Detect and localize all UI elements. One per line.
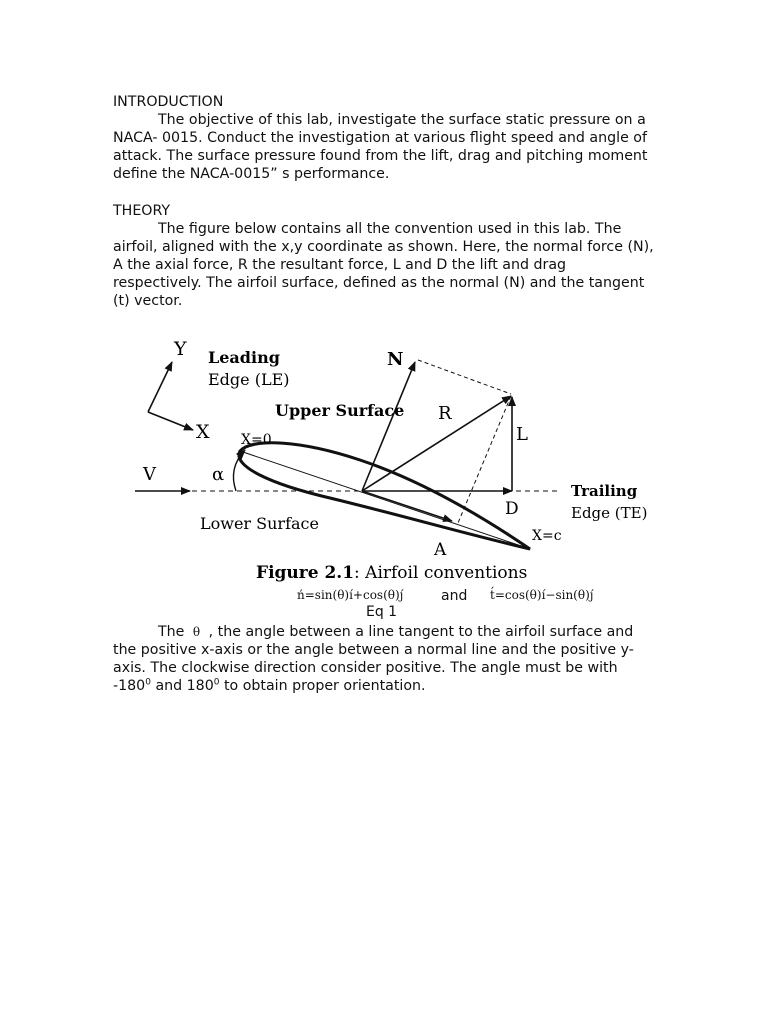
x-axis-arrow xyxy=(148,412,193,430)
figure-caption-number: Figure 2.1 xyxy=(256,563,355,583)
degree-1: 0 xyxy=(145,677,151,688)
alpha-label: α xyxy=(212,464,225,485)
theta-text-2: , the angle between a line tangent to the airfoil surface and the positive x-axis or the angle between a normal line and the positive y-axis. The clockwise direction consider positive. The angle must be with -180 xyxy=(113,624,634,694)
introduction-paragraph: The objective of this lab, investigate the surface static pressure on a NACA- 0015. Conduct the investigation at various flight speed and angle of attack. The surface pressure found from the lift, drag and pitching moment define the NACA-0015” s performance. xyxy=(113,112,648,182)
upper-surface-label: Upper Surface xyxy=(275,401,405,420)
airfoil-shape xyxy=(239,443,530,549)
figure-caption xyxy=(256,563,527,583)
xc-label: X=c xyxy=(532,528,562,544)
leading-label-1: Leading xyxy=(208,348,280,367)
theta-paragraph xyxy=(113,623,658,695)
d-label: D xyxy=(505,499,519,519)
a-label: A xyxy=(434,540,447,560)
theta-text-3: and 180 xyxy=(150,678,214,694)
equation-and: and xyxy=(441,588,468,604)
theta-symbol: θ xyxy=(192,625,201,639)
theory-heading: THEORY xyxy=(113,203,171,219)
theory-paragraph: The figure below contains all the convention used in this lab. The airfoil, aligned with the x,y coordinate as shown. Here, the normal force (N), A the axial force, R the resultant force, L and D the lift and drag respectively. The airfoil surface, defined as the normal (N) and the tangent (t) vector. xyxy=(113,221,654,309)
introduction-heading: INTRODUCTION xyxy=(113,94,224,110)
r-label: R xyxy=(438,403,452,424)
n-label: N xyxy=(387,349,404,370)
normal-vector-equation: ń=sin(θ)í+cos(θ)j́ xyxy=(297,588,404,602)
trailing-label-2: Edge (TE) xyxy=(571,504,648,522)
y-axis-arrow xyxy=(148,362,172,412)
lower-surface-label: Lower Surface xyxy=(200,514,319,533)
v-label: V xyxy=(143,464,156,485)
degree-2: 0 xyxy=(213,677,220,688)
figure-caption-text: : Airfoil conventions xyxy=(354,563,528,583)
theory-section xyxy=(113,202,658,310)
introduction-section xyxy=(113,93,658,183)
l-label: L xyxy=(516,424,528,445)
theta-text-1: The xyxy=(158,624,189,640)
airfoil-figure xyxy=(130,335,660,590)
dashed-n-to-r xyxy=(418,360,511,394)
tangent-vector-equation: t́=cos(θ)í−sin(θ)j́ xyxy=(490,588,594,602)
trailing-label-1: Trailing xyxy=(571,482,638,500)
airfoil-diagram xyxy=(130,335,660,590)
equation-number: Eq 1 xyxy=(366,604,398,620)
chord-line xyxy=(240,451,530,549)
leading-label-2: Edge (LE) xyxy=(208,370,290,389)
theta-text-4: to obtain proper orientation. xyxy=(219,678,426,694)
x-label: X xyxy=(196,421,210,443)
y-label: Y xyxy=(174,338,187,360)
x0-label: X=0 xyxy=(241,432,272,448)
dashed-r-to-a xyxy=(458,396,511,523)
